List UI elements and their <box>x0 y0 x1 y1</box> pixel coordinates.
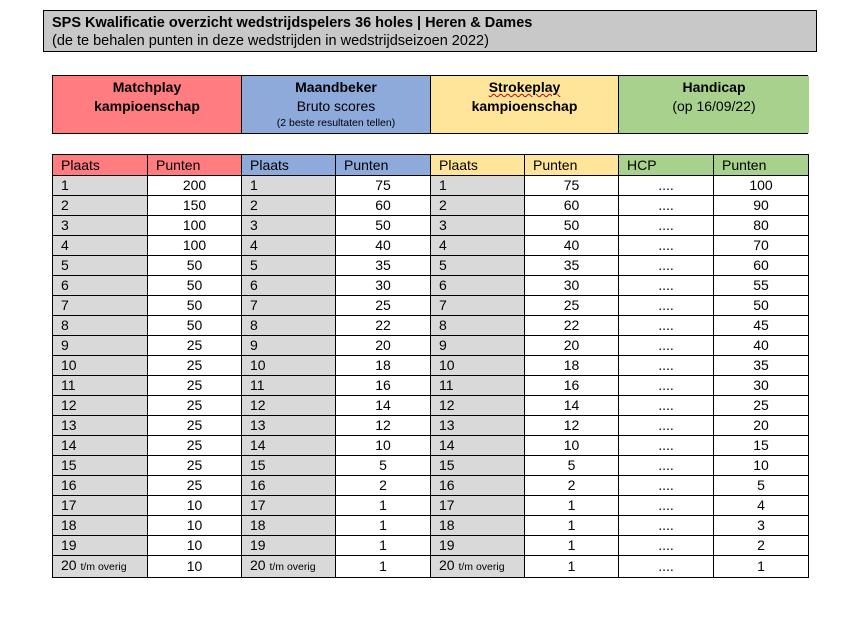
matchplay-place-cell <box>53 316 148 336</box>
place-number: 10 <box>250 357 266 373</box>
strokeplay-place-cell <box>431 276 525 296</box>
matchplay-points-cell: 50 <box>148 316 242 336</box>
category-header <box>52 75 808 134</box>
table-row <box>53 476 809 496</box>
maandbeker-points-cell: 22 <box>336 316 431 336</box>
table-row <box>53 236 809 256</box>
category-maandbeker <box>242 76 431 133</box>
maandbeker-title: Maandbeker <box>295 79 377 95</box>
place-number: 7 <box>61 297 69 313</box>
matchplay-place-cell <box>53 256 148 276</box>
matchplay-place-cell <box>53 516 148 536</box>
place-suffix: t/m overig <box>269 561 316 573</box>
document-title: SPS Kwalificatie overzicht wedstrijdspelers 36 holes | Heren & Dames <box>52 15 533 31</box>
handicap-points-cell: 100 <box>714 176 809 196</box>
place-number: 15 <box>439 457 455 473</box>
strokeplay-place-cell <box>431 476 525 496</box>
matchplay-points-cell: 100 <box>148 216 242 236</box>
strokeplay-title-text: Strokeplay <box>488 79 561 95</box>
hcp-cell: .... <box>619 416 714 436</box>
matchplay-place-cell <box>53 456 148 476</box>
matchplay-points-cell: 10 <box>148 536 242 556</box>
strokeplay-points-cell: 10 <box>525 436 619 456</box>
hcp-cell: .... <box>619 356 714 376</box>
place-number: 2 <box>61 197 69 213</box>
strokeplay-points-cell: 1 <box>525 536 619 556</box>
matchplay-place-cell <box>53 396 148 416</box>
place-number: 13 <box>61 417 77 433</box>
header-maandbeker-plaats: Plaats <box>242 155 336 176</box>
handicap-points-cell: 4 <box>714 496 809 516</box>
place-number: 3 <box>439 217 447 233</box>
strokeplay-points-cell: 60 <box>525 196 619 216</box>
handicap-subtitle: (op 16/09/22) <box>672 98 756 114</box>
matchplay-points-cell: 10 <box>148 496 242 516</box>
maandbeker-points-cell: 2 <box>336 476 431 496</box>
hcp-cell: .... <box>619 176 714 196</box>
maandbeker-points-cell: 1 <box>336 516 431 536</box>
place-number: 5 <box>439 257 447 273</box>
hcp-cell: .... <box>619 516 714 536</box>
place-number: 17 <box>250 497 266 513</box>
place-number: 13 <box>250 417 266 433</box>
maandbeker-place-cell <box>242 516 336 536</box>
hcp-cell: .... <box>619 436 714 456</box>
matchplay-place-cell <box>53 356 148 376</box>
handicap-points-cell: 50 <box>714 296 809 316</box>
header-matchplay-punten: Punten <box>148 155 242 176</box>
document-subtitle: (de te behalen punten in deze wedstrijden in wedstrijdseizoen 2022) <box>52 33 489 49</box>
table-row <box>53 436 809 456</box>
strokeplay-place-cell <box>431 376 525 396</box>
strokeplay-subtitle: kampioenschap <box>471 98 578 114</box>
place-number: 7 <box>250 297 258 313</box>
matchplay-points-cell: 25 <box>148 356 242 376</box>
strokeplay-place-cell <box>431 516 525 536</box>
place-number: 15 <box>61 457 77 473</box>
matchplay-points-cell: 25 <box>148 396 242 416</box>
maandbeker-points-cell: 1 <box>336 536 431 556</box>
strokeplay-place-cell <box>431 176 525 196</box>
place-number: 18 <box>439 517 455 533</box>
strokeplay-place-cell <box>431 456 525 476</box>
strokeplay-place-cell <box>431 316 525 336</box>
hcp-cell: .... <box>619 536 714 556</box>
strokeplay-points-cell: 18 <box>525 356 619 376</box>
header-matchplay-plaats: Plaats <box>53 155 148 176</box>
strokeplay-place-cell <box>431 436 525 456</box>
matchplay-place-cell <box>53 496 148 516</box>
strokeplay-points-cell: 40 <box>525 236 619 256</box>
place-number: 20 <box>61 557 77 573</box>
matchplay-place-cell <box>53 276 148 296</box>
table-row <box>53 176 809 196</box>
place-number: 14 <box>250 437 266 453</box>
maandbeker-points-cell: 75 <box>336 176 431 196</box>
hcp-cell: .... <box>619 276 714 296</box>
place-number: 6 <box>61 277 69 293</box>
table-row <box>53 556 809 578</box>
maandbeker-points-cell: 14 <box>336 396 431 416</box>
handicap-points-cell: 90 <box>714 196 809 216</box>
strokeplay-points-cell: 22 <box>525 316 619 336</box>
handicap-points-cell: 55 <box>714 276 809 296</box>
place-number: 12 <box>439 397 455 413</box>
table-row <box>53 536 809 556</box>
table-row <box>53 296 809 316</box>
matchplay-place-cell <box>53 376 148 396</box>
matchplay-points-cell: 50 <box>148 256 242 276</box>
strokeplay-place-cell <box>431 196 525 216</box>
maandbeker-place-cell <box>242 396 336 416</box>
hcp-cell: .... <box>619 456 714 476</box>
category-matchplay <box>53 76 242 133</box>
matchplay-place-cell <box>53 336 148 356</box>
matchplay-points-cell: 50 <box>148 276 242 296</box>
matchplay-points-cell: 25 <box>148 416 242 436</box>
handicap-points-cell: 1 <box>714 556 809 578</box>
place-number: 16 <box>439 477 455 493</box>
matchplay-points-cell: 25 <box>148 456 242 476</box>
strokeplay-place-cell <box>431 256 525 276</box>
table-row <box>53 276 809 296</box>
matchplay-place-cell <box>53 436 148 456</box>
maandbeker-place-cell <box>242 536 336 556</box>
maandbeker-place-cell <box>242 336 336 356</box>
maandbeker-place-cell <box>242 256 336 276</box>
place-number: 4 <box>61 237 69 253</box>
handicap-points-cell: 15 <box>714 436 809 456</box>
maandbeker-points-cell: 5 <box>336 456 431 476</box>
matchplay-place-cell <box>53 416 148 436</box>
place-number: 5 <box>61 257 69 273</box>
place-number: 17 <box>439 497 455 513</box>
maandbeker-place-cell <box>242 196 336 216</box>
strokeplay-points-cell: 75 <box>525 176 619 196</box>
strokeplay-place-cell <box>431 236 525 256</box>
hcp-cell: .... <box>619 216 714 236</box>
place-number: 1 <box>61 177 69 193</box>
place-number: 18 <box>61 517 77 533</box>
matchplay-points-cell: 25 <box>148 336 242 356</box>
maandbeker-points-cell: 12 <box>336 416 431 436</box>
place-number: 8 <box>439 317 447 333</box>
place-number: 15 <box>250 457 266 473</box>
table-row <box>53 256 809 276</box>
strokeplay-place-cell <box>431 556 525 578</box>
maandbeker-place-cell <box>242 276 336 296</box>
place-number: 9 <box>250 337 258 353</box>
maandbeker-points-cell: 1 <box>336 556 431 578</box>
place-number: 8 <box>61 317 69 333</box>
title-box <box>43 10 817 52</box>
matchplay-points-cell: 25 <box>148 376 242 396</box>
handicap-points-cell: 45 <box>714 316 809 336</box>
place-number: 14 <box>61 437 77 453</box>
matchplay-place-cell <box>53 216 148 236</box>
maandbeker-place-cell <box>242 436 336 456</box>
hcp-cell: .... <box>619 236 714 256</box>
place-number: 1 <box>439 177 447 193</box>
handicap-points-cell: 20 <box>714 416 809 436</box>
place-number: 20 <box>250 557 266 573</box>
table-row <box>53 496 809 516</box>
maandbeker-points-cell: 35 <box>336 256 431 276</box>
category-handicap <box>619 76 809 133</box>
place-number: 18 <box>250 517 266 533</box>
place-number: 9 <box>61 337 69 353</box>
place-suffix: t/m overig <box>458 561 505 573</box>
maandbeker-place-cell <box>242 176 336 196</box>
matchplay-points-cell: 25 <box>148 436 242 456</box>
place-number: 3 <box>250 217 258 233</box>
matchplay-place-cell <box>53 536 148 556</box>
strokeplay-place-cell <box>431 396 525 416</box>
strokeplay-points-cell: 14 <box>525 396 619 416</box>
strokeplay-points-cell: 16 <box>525 376 619 396</box>
strokeplay-points-cell: 1 <box>525 496 619 516</box>
maandbeker-points-cell: 50 <box>336 216 431 236</box>
place-number: 11 <box>439 377 454 393</box>
place-number: 5 <box>250 257 258 273</box>
maandbeker-place-cell <box>242 496 336 516</box>
handicap-points-cell: 80 <box>714 216 809 236</box>
maandbeker-note: (2 beste resultaten tellen) <box>276 117 396 129</box>
place-number: 6 <box>250 277 258 293</box>
place-number: 1 <box>250 177 258 193</box>
maandbeker-points-cell: 30 <box>336 276 431 296</box>
place-number: 6 <box>439 277 447 293</box>
matchplay-points-cell: 100 <box>148 236 242 256</box>
handicap-points-cell: 70 <box>714 236 809 256</box>
table-row <box>53 216 809 236</box>
matchplay-points-cell: 150 <box>148 196 242 216</box>
strokeplay-points-cell: 1 <box>525 556 619 578</box>
hcp-cell: .... <box>619 316 714 336</box>
matchplay-points-cell: 10 <box>148 516 242 536</box>
handicap-title: Handicap <box>682 79 746 95</box>
strokeplay-place-cell <box>431 336 525 356</box>
header-strokeplay-punten: Punten <box>525 155 619 176</box>
matchplay-place-cell <box>53 176 148 196</box>
maandbeker-place-cell <box>242 376 336 396</box>
maandbeker-place-cell <box>242 216 336 236</box>
place-number: 2 <box>250 197 258 213</box>
strokeplay-points-cell: 5 <box>525 456 619 476</box>
handicap-points-cell: 30 <box>714 376 809 396</box>
place-number: 11 <box>250 377 265 393</box>
place-number: 11 <box>61 377 76 393</box>
table-row <box>53 516 809 536</box>
place-number: 10 <box>61 357 77 373</box>
place-number: 4 <box>250 237 258 253</box>
handicap-points-cell: 35 <box>714 356 809 376</box>
hcp-cell: .... <box>619 476 714 496</box>
points-table <box>52 154 809 578</box>
table-row <box>53 336 809 356</box>
maandbeker-points-cell: 40 <box>336 236 431 256</box>
place-number: 12 <box>250 397 266 413</box>
maandbeker-points-cell: 25 <box>336 296 431 316</box>
maandbeker-points-cell: 16 <box>336 376 431 396</box>
maandbeker-points-cell: 60 <box>336 196 431 216</box>
strokeplay-place-cell <box>431 356 525 376</box>
place-number: 17 <box>61 497 77 513</box>
strokeplay-place-cell <box>431 296 525 316</box>
matchplay-place-cell <box>53 476 148 496</box>
header-maandbeker-punten: Punten <box>336 155 431 176</box>
place-number: 13 <box>439 417 455 433</box>
handicap-points-cell: 40 <box>714 336 809 356</box>
header-handicap-hcp: HCP <box>619 155 714 176</box>
maandbeker-place-cell <box>242 556 336 578</box>
hcp-cell: .... <box>619 296 714 316</box>
table-header-row <box>53 155 809 176</box>
table-row <box>53 356 809 376</box>
strokeplay-points-cell: 30 <box>525 276 619 296</box>
table-row <box>53 456 809 476</box>
strokeplay-points-cell: 50 <box>525 216 619 236</box>
hcp-cell: .... <box>619 556 714 578</box>
place-number: 19 <box>61 537 77 553</box>
maandbeker-points-cell: 20 <box>336 336 431 356</box>
matchplay-points-cell: 25 <box>148 476 242 496</box>
matchplay-place-cell <box>53 556 148 578</box>
strokeplay-points-cell: 35 <box>525 256 619 276</box>
maandbeker-subtitle: Bruto scores <box>296 98 376 114</box>
table-body <box>53 176 809 578</box>
maandbeker-points-cell: 10 <box>336 436 431 456</box>
hcp-cell: .... <box>619 196 714 216</box>
place-number: 20 <box>439 557 455 573</box>
strokeplay-points-cell: 2 <box>525 476 619 496</box>
hcp-cell: .... <box>619 376 714 396</box>
table-row <box>53 196 809 216</box>
maandbeker-points-cell: 1 <box>336 496 431 516</box>
strokeplay-place-cell <box>431 216 525 236</box>
strokeplay-points-cell: 20 <box>525 336 619 356</box>
place-number: 10 <box>439 357 455 373</box>
hcp-cell: .... <box>619 396 714 416</box>
header-handicap-punten: Punten <box>714 155 809 176</box>
place-number: 2 <box>439 197 447 213</box>
hcp-cell: .... <box>619 336 714 356</box>
place-number: 3 <box>61 217 69 233</box>
matchplay-points-cell: 10 <box>148 556 242 578</box>
place-number: 8 <box>250 317 258 333</box>
matchplay-points-cell: 200 <box>148 176 242 196</box>
maandbeker-points-cell: 18 <box>336 356 431 376</box>
handicap-points-cell: 2 <box>714 536 809 556</box>
handicap-points-cell: 25 <box>714 396 809 416</box>
strokeplay-title <box>431 78 618 97</box>
place-number: 19 <box>250 537 266 553</box>
place-number: 16 <box>61 477 77 493</box>
strokeplay-points-cell: 1 <box>525 516 619 536</box>
place-suffix: t/m overig <box>80 561 127 573</box>
place-number: 4 <box>439 237 447 253</box>
place-number: 12 <box>61 397 77 413</box>
table-row <box>53 396 809 416</box>
place-number: 14 <box>439 437 455 453</box>
strokeplay-points-cell: 12 <box>525 416 619 436</box>
place-number: 19 <box>439 537 455 553</box>
strokeplay-place-cell <box>431 416 525 436</box>
matchplay-points-cell: 50 <box>148 296 242 316</box>
table-row <box>53 376 809 396</box>
handicap-points-cell: 10 <box>714 456 809 476</box>
matchplay-title: Matchplay <box>112 79 182 95</box>
handicap-points-cell: 60 <box>714 256 809 276</box>
maandbeker-place-cell <box>242 456 336 476</box>
strokeplay-place-cell <box>431 496 525 516</box>
handicap-points-cell: 5 <box>714 476 809 496</box>
hcp-cell: .... <box>619 256 714 276</box>
place-number: 16 <box>250 477 266 493</box>
matchplay-place-cell <box>53 196 148 216</box>
place-number: 7 <box>439 297 447 313</box>
matchplay-subtitle: kampioenschap <box>94 98 200 114</box>
hcp-cell: .... <box>619 496 714 516</box>
maandbeker-place-cell <box>242 356 336 376</box>
matchplay-place-cell <box>53 296 148 316</box>
header-strokeplay-plaats: Plaats <box>431 155 525 176</box>
maandbeker-place-cell <box>242 296 336 316</box>
strokeplay-points-cell: 25 <box>525 296 619 316</box>
maandbeker-place-cell <box>242 476 336 496</box>
category-strokeplay <box>431 76 619 133</box>
handicap-points-cell: 3 <box>714 516 809 536</box>
place-number: 9 <box>439 337 447 353</box>
maandbeker-place-cell <box>242 316 336 336</box>
table-row <box>53 316 809 336</box>
table-row <box>53 416 809 436</box>
matchplay-place-cell <box>53 236 148 256</box>
maandbeker-place-cell <box>242 416 336 436</box>
strokeplay-place-cell <box>431 536 525 556</box>
maandbeker-place-cell <box>242 236 336 256</box>
